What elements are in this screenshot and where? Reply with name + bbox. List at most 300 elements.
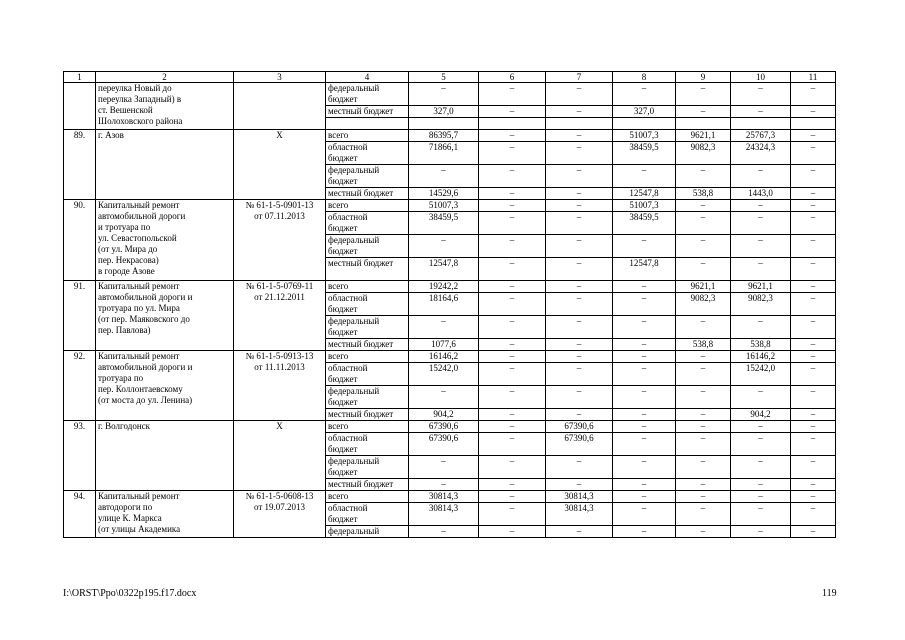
amount-cell: –	[546, 316, 613, 339]
column-header: 6	[479, 72, 546, 83]
amount-cell: –	[546, 83, 613, 106]
funding-source	[326, 339, 409, 351]
amount-cell: –	[546, 212, 613, 235]
amount-cell: –	[731, 258, 791, 281]
funding-source-line: бюджет	[328, 304, 358, 314]
amount-cell: –	[676, 526, 731, 538]
object-name-line: автодороги по	[98, 502, 153, 512]
amount-cell	[409, 118, 479, 130]
funding-source-line: местный бюджет	[328, 188, 394, 198]
amount-cell: 12547,8	[409, 258, 479, 281]
funding-source-line: федеральный	[328, 316, 380, 326]
object-name-line: Капитальный ремонт	[98, 351, 180, 361]
amount-cell: –	[409, 83, 479, 106]
amount-cell: –	[791, 433, 836, 456]
funding-source-line: всего	[328, 281, 349, 291]
expertise-code-line: № 61-1-5-0608-13	[245, 491, 314, 501]
amount-cell: –	[613, 351, 676, 363]
object-name-line: (от ул. Мира до	[98, 244, 158, 254]
funding-source-line: областной	[328, 363, 368, 373]
object-name	[96, 130, 234, 200]
expertise-code-line: Х	[276, 421, 283, 431]
amount-cell: –	[676, 200, 731, 212]
expertise-code-line: от 11.11.2013	[254, 362, 305, 372]
amount-cell: –	[676, 386, 731, 409]
amount-cell: –	[613, 386, 676, 409]
funding-source-line: всего	[328, 130, 349, 140]
amount-cell: –	[731, 106, 791, 118]
header-row	[64, 72, 836, 83]
amount-cell: 25767,3	[731, 130, 791, 142]
amount-cell: –	[479, 479, 546, 491]
amount-cell: –	[479, 142, 546, 165]
funding-source	[326, 106, 409, 118]
amount-cell: –	[791, 130, 836, 142]
budget-table	[63, 71, 836, 538]
funding-source-line: областной	[328, 293, 368, 303]
funding-source-line: бюджет	[328, 514, 358, 524]
funding-source-line: федеральный	[328, 83, 380, 93]
row-number: 91.	[64, 281, 96, 351]
amount-cell: –	[731, 526, 791, 538]
funding-source-line: бюджет	[328, 374, 358, 384]
amount-cell: –	[409, 526, 479, 538]
column-header: 4	[326, 72, 409, 83]
amount-cell: 16146,2	[409, 351, 479, 363]
object-name-line: (от улицы Академика	[98, 524, 181, 534]
amount-cell: –	[791, 456, 836, 479]
page-number: 119	[822, 588, 837, 599]
amount-cell: 30814,3	[546, 491, 613, 503]
column-header: 9	[676, 72, 731, 83]
funding-source	[326, 142, 409, 165]
amount-cell: 24324,3	[731, 142, 791, 165]
object-name-line: переулка Западный) в	[98, 94, 182, 104]
amount-cell: –	[731, 212, 791, 235]
object-name-line: пер. Павлова)	[98, 325, 151, 335]
amount-cell: –	[479, 316, 546, 339]
amount-cell: –	[546, 188, 613, 200]
amount-cell: –	[676, 106, 731, 118]
amount-cell: –	[791, 106, 836, 118]
amount-cell	[791, 118, 836, 130]
object-name	[96, 281, 234, 351]
amount-cell: –	[613, 409, 676, 421]
amount-cell: –	[731, 165, 791, 188]
funding-source-line: областной	[328, 212, 368, 222]
object-name	[96, 83, 234, 130]
table-row	[64, 200, 836, 212]
funding-source	[326, 316, 409, 339]
row-number: 93.	[64, 421, 96, 491]
object-name-line: г. Азов	[98, 130, 124, 140]
funding-source	[326, 421, 409, 433]
object-name-line: ст. Вешенской	[98, 105, 153, 115]
funding-source	[326, 386, 409, 409]
amount-cell: –	[409, 386, 479, 409]
amount-cell: –	[791, 165, 836, 188]
object-name-line: автомобильной дороги и	[98, 362, 193, 372]
funding-source-line: федеральный	[328, 526, 380, 536]
amount-cell: –	[676, 83, 731, 106]
object-name-line: ул. Севастопольской	[98, 233, 177, 243]
funding-source-line: федеральный	[328, 386, 380, 396]
amount-cell: –	[613, 526, 676, 538]
amount-cell: 9082,3	[676, 142, 731, 165]
amount-cell: 67390,6	[546, 433, 613, 456]
amount-cell: 9621,1	[676, 281, 731, 293]
amount-cell: –	[791, 235, 836, 258]
amount-cell: 30814,3	[546, 503, 613, 526]
amount-cell: 67390,6	[409, 433, 479, 456]
expertise-code	[234, 351, 326, 421]
amount-cell: –	[546, 363, 613, 386]
amount-cell: 9621,1	[676, 130, 731, 142]
object-name-line: в городе Азове	[98, 266, 155, 276]
funding-source-line: местный бюджет	[328, 106, 394, 116]
funding-source-line: местный бюджет	[328, 479, 394, 489]
funding-source-line: областной	[328, 433, 368, 443]
funding-source-line: областной	[328, 142, 368, 152]
row-number: 90.	[64, 200, 96, 281]
amount-cell: –	[791, 316, 836, 339]
amount-cell: –	[479, 433, 546, 456]
amount-cell: –	[613, 83, 676, 106]
amount-cell: –	[731, 200, 791, 212]
expertise-code	[234, 200, 326, 281]
amount-cell: 12547,8	[613, 188, 676, 200]
funding-source-line: бюджет	[328, 467, 358, 477]
funding-source	[326, 526, 409, 538]
funding-source-line: всего	[328, 421, 349, 431]
amount-cell: –	[791, 421, 836, 433]
amount-cell: –	[479, 188, 546, 200]
object-name-line: (от моста до ул. Ленина)	[98, 395, 193, 405]
amount-cell: 15242,0	[731, 363, 791, 386]
amount-cell: –	[479, 293, 546, 316]
object-name-line: тротуара по ул. Мира	[98, 303, 180, 313]
amount-cell: –	[546, 106, 613, 118]
object-name	[96, 351, 234, 421]
amount-cell: –	[409, 456, 479, 479]
amount-cell: –	[613, 491, 676, 503]
funding-source-line: бюджет	[328, 223, 358, 233]
funding-source	[326, 363, 409, 386]
funding-source	[326, 130, 409, 142]
amount-cell: –	[731, 503, 791, 526]
amount-cell: –	[546, 235, 613, 258]
amount-cell: –	[613, 235, 676, 258]
amount-cell: –	[613, 456, 676, 479]
object-name-line: автомобильной дороги	[98, 211, 186, 221]
amount-cell: –	[479, 421, 546, 433]
amount-cell: 538,8	[676, 188, 731, 200]
amount-cell: –	[479, 281, 546, 293]
amount-cell: –	[479, 503, 546, 526]
table-row	[64, 421, 836, 433]
expertise-code-line: от 19.07.2013	[253, 502, 306, 512]
funding-source-line: местный бюджет	[328, 409, 394, 419]
funding-source	[326, 491, 409, 503]
amount-cell: –	[731, 456, 791, 479]
amount-cell: –	[546, 456, 613, 479]
amount-cell: 904,2	[731, 409, 791, 421]
expertise-code	[234, 281, 326, 351]
funding-source	[326, 456, 409, 479]
amount-cell: –	[479, 106, 546, 118]
expertise-code-line: Х	[276, 130, 283, 140]
amount-cell: –	[479, 386, 546, 409]
amount-cell: –	[546, 165, 613, 188]
object-name	[96, 421, 234, 491]
expertise-code-line: № 61-1-5-0769-11	[245, 281, 314, 291]
amount-cell: –	[791, 491, 836, 503]
amount-cell: –	[676, 212, 731, 235]
object-name-line: Шолоховского района	[98, 116, 183, 126]
amount-cell: –	[479, 409, 546, 421]
amount-cell: –	[791, 339, 836, 351]
amount-cell: –	[546, 351, 613, 363]
amount-cell: –	[479, 258, 546, 281]
column-header: 7	[546, 72, 613, 83]
amount-cell: –	[791, 386, 836, 409]
funding-source	[326, 212, 409, 235]
file-path: I:\ORST\Ppo\0322p195.f17.docx	[63, 588, 197, 599]
amount-cell: –	[791, 363, 836, 386]
amount-cell	[613, 118, 676, 130]
object-name-line: пер. Коллонтаевскому	[98, 384, 183, 394]
funding-source	[326, 293, 409, 316]
amount-cell: –	[479, 165, 546, 188]
funding-source-line: бюджет	[328, 327, 358, 337]
amount-cell: –	[676, 165, 731, 188]
amount-cell: 19242,2	[409, 281, 479, 293]
amount-cell: –	[409, 235, 479, 258]
amount-cell: –	[546, 339, 613, 351]
amount-cell: 18164,6	[409, 293, 479, 316]
table-row	[64, 351, 836, 363]
amount-cell: –	[613, 503, 676, 526]
amount-cell: –	[676, 235, 731, 258]
amount-cell	[676, 118, 731, 130]
amount-cell: –	[791, 142, 836, 165]
funding-source-line: всего	[328, 200, 349, 210]
amount-cell: –	[546, 526, 613, 538]
amount-cell: –	[613, 339, 676, 351]
funding-source	[326, 281, 409, 293]
amount-cell: –	[731, 235, 791, 258]
amount-cell: –	[731, 433, 791, 456]
funding-source	[326, 433, 409, 456]
amount-cell	[731, 118, 791, 130]
column-header: 11	[791, 72, 836, 83]
funding-source	[326, 503, 409, 526]
column-header: 5	[409, 72, 479, 83]
amount-cell: 327,0	[613, 106, 676, 118]
amount-cell: –	[791, 83, 836, 106]
amount-cell: –	[676, 258, 731, 281]
amount-cell: –	[731, 491, 791, 503]
amount-cell: –	[546, 200, 613, 212]
funding-source	[326, 200, 409, 212]
amount-cell: –	[613, 433, 676, 456]
amount-cell: –	[546, 281, 613, 293]
amount-cell: –	[479, 212, 546, 235]
funding-source-line: местный бюджет	[328, 258, 394, 268]
object-name-line: автомобильной дороги и	[98, 292, 193, 302]
amount-cell: –	[676, 503, 731, 526]
amount-cell: –	[479, 351, 546, 363]
amount-cell: –	[546, 293, 613, 316]
amount-cell: –	[613, 165, 676, 188]
amount-cell: –	[676, 479, 731, 491]
amount-cell: –	[676, 409, 731, 421]
object-name-line: Капитальный ремонт	[98, 281, 180, 291]
amount-cell: 38459,5	[613, 212, 676, 235]
amount-cell: 538,8	[731, 339, 791, 351]
amount-cell: 67390,6	[546, 421, 613, 433]
amount-cell: 16146,2	[731, 351, 791, 363]
amount-cell	[546, 118, 613, 130]
funding-source	[326, 118, 409, 130]
amount-cell: 904,2	[409, 409, 479, 421]
amount-cell: –	[546, 479, 613, 491]
amount-cell: –	[731, 479, 791, 491]
amount-cell: –	[546, 386, 613, 409]
funding-source	[326, 165, 409, 188]
funding-source	[326, 409, 409, 421]
amount-cell: 9082,3	[676, 293, 731, 316]
funding-source-line: бюджет	[328, 397, 358, 407]
amount-cell: –	[409, 479, 479, 491]
funding-source-line: бюджет	[328, 153, 358, 163]
amount-cell: –	[676, 351, 731, 363]
funding-source-line: бюджет	[328, 176, 358, 186]
expertise-code	[234, 491, 326, 538]
amount-cell: –	[791, 200, 836, 212]
amount-cell: –	[613, 479, 676, 491]
column-header: 8	[613, 72, 676, 83]
funding-source	[326, 83, 409, 106]
object-name	[96, 491, 234, 538]
amount-cell: 51007,3	[613, 200, 676, 212]
expertise-code-line: от 21.12.2011	[254, 292, 305, 302]
amount-cell: –	[731, 83, 791, 106]
funding-source-line: всего	[328, 351, 349, 361]
amount-cell: –	[731, 386, 791, 409]
funding-source	[326, 235, 409, 258]
funding-source-line	[328, 269, 406, 280]
amount-cell: –	[479, 526, 546, 538]
object-name-line: г. Волгодонск	[98, 421, 151, 431]
amount-cell: –	[791, 281, 836, 293]
amount-cell: –	[479, 235, 546, 258]
amount-cell: –	[409, 316, 479, 339]
row-number: 94.	[64, 491, 96, 538]
amount-cell: 9082,3	[731, 293, 791, 316]
funding-source	[326, 258, 409, 281]
funding-source-line: бюджет	[328, 246, 358, 256]
amount-cell	[479, 118, 546, 130]
amount-cell: –	[791, 526, 836, 538]
expertise-code	[234, 83, 326, 130]
amount-cell: –	[676, 433, 731, 456]
amount-cell: –	[479, 491, 546, 503]
object-name	[96, 200, 234, 281]
funding-source-line: федеральный	[328, 456, 380, 466]
row-number: 89.	[64, 130, 96, 200]
funding-source	[326, 188, 409, 200]
object-name-line: улице К. Маркса	[98, 513, 162, 523]
table-row	[64, 491, 836, 503]
object-name-line: переулка Новый до	[98, 83, 172, 93]
amount-cell: –	[613, 421, 676, 433]
amount-cell: 15242,0	[409, 363, 479, 386]
funding-source-line: всего	[328, 491, 349, 501]
table-row	[64, 83, 836, 106]
amount-cell: 14529,6	[409, 188, 479, 200]
amount-cell: –	[546, 258, 613, 281]
amount-cell: –	[731, 316, 791, 339]
funding-source-line: федеральный	[328, 165, 380, 175]
row-number	[64, 83, 96, 130]
expertise-code-line: № 61-1-5-0901-13	[245, 200, 314, 210]
column-header: 10	[731, 72, 791, 83]
amount-cell: –	[546, 142, 613, 165]
amount-cell: 67390,6	[409, 421, 479, 433]
amount-cell: –	[791, 351, 836, 363]
funding-source-line: федеральный	[328, 235, 380, 245]
amount-cell: 30814,3	[409, 491, 479, 503]
amount-cell: 71866,1	[409, 142, 479, 165]
funding-source-line: бюджет	[328, 444, 358, 454]
amount-cell: 327,0	[409, 106, 479, 118]
amount-cell: –	[546, 130, 613, 142]
amount-cell: 51007,3	[613, 130, 676, 142]
expertise-code	[234, 130, 326, 200]
amount-cell: –	[479, 130, 546, 142]
funding-source	[326, 479, 409, 491]
funding-source	[326, 351, 409, 363]
amount-cell: –	[791, 479, 836, 491]
amount-cell: –	[479, 200, 546, 212]
table-row	[64, 281, 836, 293]
amount-cell: –	[791, 503, 836, 526]
amount-cell: –	[676, 491, 731, 503]
amount-cell: 86395,7	[409, 130, 479, 142]
column-header: 3	[234, 72, 326, 83]
object-name-line: пер. Некрасова)	[98, 255, 159, 265]
amount-cell: –	[613, 363, 676, 386]
amount-cell: –	[676, 316, 731, 339]
amount-cell: 51007,3	[409, 200, 479, 212]
amount-cell: 38459,5	[409, 212, 479, 235]
amount-cell: 1443,0	[731, 188, 791, 200]
expertise-code-line: № 61-1-5-0913-13	[245, 351, 314, 361]
amount-cell: 12547,8	[613, 258, 676, 281]
funding-source-line	[328, 118, 406, 129]
amount-cell: –	[731, 421, 791, 433]
row-number: 92.	[64, 351, 96, 421]
amount-cell: –	[791, 293, 836, 316]
amount-cell: –	[479, 456, 546, 479]
column-header: 1	[64, 72, 96, 83]
table-row	[64, 130, 836, 142]
funding-source-line: бюджет	[328, 94, 358, 104]
amount-cell: –	[676, 456, 731, 479]
amount-cell: –	[409, 165, 479, 188]
expertise-code-line: от 07.11.2013	[254, 211, 305, 221]
